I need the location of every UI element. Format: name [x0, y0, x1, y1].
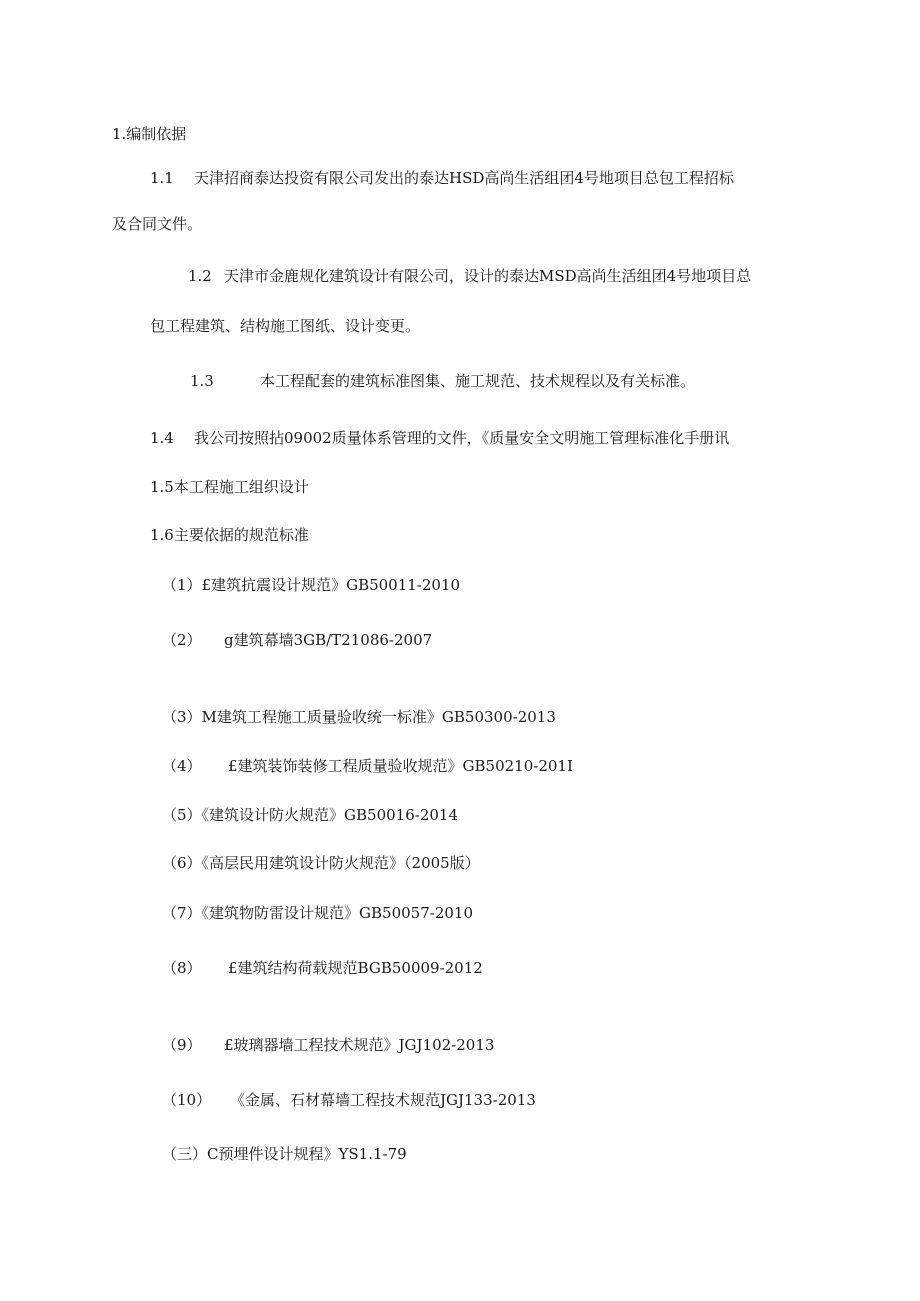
- standard-2: [162, 630, 432, 650]
- item-1-3: [190, 371, 695, 391]
- standard-11: （三）C预埋件设计规程》YS1.1-79: [162, 1145, 407, 1163]
- item-1-6: 1.6主要依据的规范标准: [150, 526, 309, 544]
- standard-number: （8）: [162, 959, 202, 977]
- standard-3: （3）M建筑工程施工质量验收统一标准》GB50300-2013: [162, 708, 556, 726]
- standard-1: （1）£建筑抗震设计规范》GB50011-2010: [162, 576, 461, 594]
- item-number: 1.2: [188, 267, 212, 285]
- item-1-2: [188, 266, 751, 286]
- item-number: 1.3: [190, 372, 214, 390]
- item-1-1-continuation: 及合同文件。: [112, 215, 203, 233]
- item-text: 我公司按照拈09002质量体系管理的文件，《质量安全文明施工管理标准化手册讯: [194, 429, 730, 447]
- item-number: 1.1: [150, 169, 174, 187]
- section-heading: 1.编制依据: [112, 125, 187, 143]
- standard-7: （7）《建筑物防雷设计规范》GB50057-2010: [162, 904, 474, 922]
- standard-5: （5）《建筑设计防火规范》GB50016-2014: [162, 806, 459, 824]
- standard-text: £建筑装饰装修工程质量验收规范》GB50210-201I: [228, 757, 573, 775]
- item-1-5: 1.5本工程施工组织设计: [150, 478, 309, 496]
- item-1-2-continuation: 包工程建筑、结构施工图纸、设计变更。: [150, 317, 421, 335]
- standard-text: 《金属、石材幕墙工程技术规范JGJ133-2013: [230, 1091, 536, 1109]
- standard-text: g建筑幕墙3GB/T21086-2007: [224, 631, 433, 649]
- item-number: 1.4: [150, 429, 174, 447]
- standard-6: （6）《高层民用建筑设计防火规范》（2005版）: [162, 854, 480, 872]
- item-text: 本工程配套的建筑标准图集、施工规范、技术规程以及有关标准。: [260, 372, 696, 390]
- item-1-4: [150, 428, 729, 448]
- standard-number: （4）: [162, 757, 202, 775]
- standard-number: （9）: [162, 1036, 202, 1054]
- standard-number: （2）: [162, 631, 202, 649]
- standard-text: £建筑结构荷载规范BGB50009-2012: [228, 959, 483, 977]
- item-1-1: [150, 168, 734, 188]
- item-text: 天津招商泰达投资有限公司发出的泰达HSD高尚生活组团4号地项目总包工程招标: [194, 169, 734, 187]
- standard-4: [162, 756, 573, 776]
- item-text: 天津市金鹿规化建筑设计有限公司，设计的泰达MSD高尚生活组团4号地项目总: [224, 267, 752, 285]
- standard-9: [162, 1035, 494, 1055]
- standard-number: （10）: [162, 1091, 212, 1109]
- standard-8: [162, 958, 483, 978]
- standard-10: [162, 1090, 536, 1110]
- standard-text: £玻璃器墙工程技术规范》JGJ102-2013: [224, 1036, 495, 1054]
